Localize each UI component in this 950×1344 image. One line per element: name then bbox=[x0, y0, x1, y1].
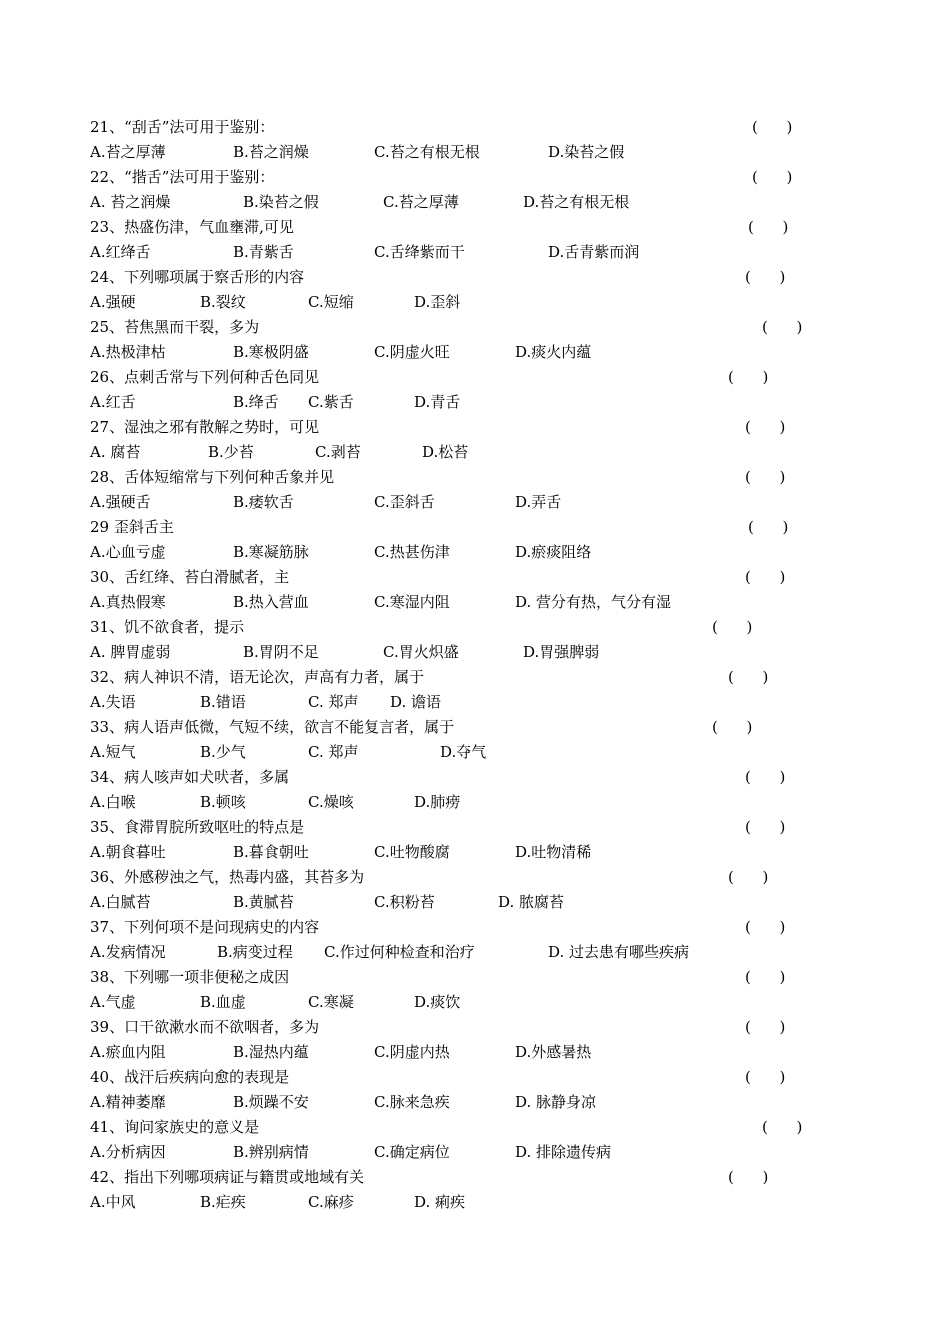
answer-bracket[interactable]: ( ) bbox=[712, 718, 753, 736]
option-a[interactable]: A.苔之厚薄 bbox=[90, 143, 166, 161]
option-d[interactable]: D.吐物清稀 bbox=[515, 843, 592, 861]
answer-bracket[interactable]: ( ) bbox=[745, 918, 786, 936]
option-d[interactable]: D. 脉静身凉 bbox=[515, 1093, 597, 1111]
question-stem: 34、病人咳声如犬吠者，多属 bbox=[90, 768, 290, 786]
option-b[interactable]: B.辨别病情 bbox=[233, 1143, 309, 1161]
answer-bracket[interactable]: ( ) bbox=[752, 168, 793, 186]
option-c[interactable]: C.阴虚内热 bbox=[374, 1043, 450, 1061]
answer-bracket[interactable]: ( ) bbox=[762, 318, 803, 336]
options-row bbox=[90, 1090, 890, 1115]
option-d[interactable]: D.瘀痰阻络 bbox=[515, 543, 592, 561]
question-item bbox=[0, 665, 950, 715]
answer-bracket[interactable]: ( ) bbox=[745, 1018, 786, 1036]
question-item bbox=[0, 415, 950, 465]
option-b[interactable]: B.血虚 bbox=[200, 993, 246, 1011]
question-item bbox=[0, 815, 950, 865]
question-item bbox=[0, 565, 950, 615]
answer-bracket[interactable]: ( ) bbox=[762, 1118, 803, 1136]
option-a[interactable]: A. 脾胃虚弱 bbox=[90, 643, 171, 661]
option-d[interactable]: D. 排除遗传病 bbox=[515, 1143, 612, 1161]
question-stem: 27、湿浊之邪有散解之势时，可见 bbox=[90, 418, 320, 436]
question-stem: 21、“刮舌”法可用于鉴别： bbox=[90, 118, 275, 136]
question-stem: 36、外感秽浊之气，热毒内盛，其苔多为 bbox=[90, 868, 365, 886]
answer-bracket[interactable]: ( ) bbox=[752, 118, 793, 136]
options-row bbox=[90, 290, 890, 315]
answer-bracket[interactable]: ( ) bbox=[745, 818, 786, 836]
question-stem: 32、病人神识不清，语无论次，声高有力者，属于 bbox=[90, 668, 425, 686]
option-d[interactable]: D. 脓腐苔 bbox=[498, 893, 565, 911]
option-c[interactable]: C.脉来急疾 bbox=[374, 1093, 450, 1111]
option-b[interactable]: B.少苔 bbox=[208, 443, 254, 461]
option-a[interactable]: A.红舌 bbox=[90, 393, 136, 411]
option-b[interactable]: B.黄腻苔 bbox=[233, 893, 294, 911]
options-row bbox=[90, 390, 890, 415]
question-item bbox=[0, 365, 950, 415]
question-item bbox=[0, 165, 950, 215]
option-d[interactable]: D.弄舌 bbox=[515, 493, 562, 511]
option-d[interactable]: D.青舌 bbox=[414, 393, 461, 411]
question-item bbox=[0, 1115, 950, 1165]
option-b[interactable]: B.胃阴不足 bbox=[243, 643, 319, 661]
option-a[interactable]: A.失语 bbox=[90, 693, 136, 711]
option-c[interactable]: C.寒凝 bbox=[308, 993, 354, 1011]
option-a[interactable]: A.红绛舌 bbox=[90, 243, 151, 261]
option-b[interactable]: B.湿热内蕴 bbox=[233, 1043, 309, 1061]
option-b[interactable]: B.烦躁不安 bbox=[233, 1093, 309, 1111]
question-stem: 35、食滞胃脘所致呕吐的特点是 bbox=[90, 818, 305, 836]
question-stem: 38、下列哪一项非便秘之成因 bbox=[90, 968, 290, 986]
option-d[interactable]: D.舌青紫而润 bbox=[548, 243, 640, 261]
options-row bbox=[90, 140, 890, 165]
question-stem: 29 歪斜舌主 bbox=[90, 518, 174, 536]
option-a[interactable]: A. 苔之润燥 bbox=[90, 193, 171, 211]
option-a[interactable]: A.热极津枯 bbox=[90, 343, 166, 361]
options-row bbox=[90, 590, 890, 615]
option-a[interactable]: A.强硬舌 bbox=[90, 493, 151, 511]
question-stem: 42、指出下列哪项病证与籍贯或地域有关 bbox=[90, 1168, 365, 1186]
option-d[interactable]: D.苔之有根无根 bbox=[523, 193, 630, 211]
option-d[interactable]: D.外感暑热 bbox=[515, 1043, 592, 1061]
option-a[interactable]: A.气虚 bbox=[90, 993, 136, 1011]
option-a[interactable]: A.强硬 bbox=[90, 293, 136, 311]
question-stem: 26、点刺舌常与下列何种舌色同见 bbox=[90, 368, 320, 386]
option-b[interactable]: B.痿软舌 bbox=[233, 493, 294, 511]
option-a[interactable]: A.朝食暮吐 bbox=[90, 843, 166, 861]
question-stem: 33、病人语声低微，气短不续，欲言不能复言者，属于 bbox=[90, 718, 455, 736]
option-b[interactable]: B.病变过程 bbox=[217, 943, 293, 961]
option-b[interactable]: B.顿咳 bbox=[200, 793, 246, 811]
options-row bbox=[90, 740, 890, 765]
option-c[interactable]: C.苔之厚薄 bbox=[383, 193, 459, 211]
option-c[interactable]: C.胃火炽盛 bbox=[383, 643, 459, 661]
question-item bbox=[0, 965, 950, 1015]
option-b[interactable]: B.热入营血 bbox=[233, 593, 309, 611]
question-stem: 25、苔焦黑而干裂，多为 bbox=[90, 318, 260, 336]
question-stem: 22、“揩舌”法可用于鉴别： bbox=[90, 168, 275, 186]
answer-bracket[interactable]: ( ) bbox=[745, 468, 786, 486]
option-c[interactable]: C.积粉苔 bbox=[374, 893, 435, 911]
option-c[interactable]: C.剥苔 bbox=[315, 443, 361, 461]
option-d[interactable]: D.肺痨 bbox=[414, 793, 461, 811]
options-row bbox=[90, 1040, 890, 1065]
option-b[interactable]: B.疟疾 bbox=[200, 1193, 246, 1211]
option-a[interactable]: A.分析病因 bbox=[90, 1143, 166, 1161]
options-row bbox=[90, 540, 890, 565]
option-b[interactable]: B.少气 bbox=[200, 743, 246, 761]
option-a[interactable]: A.精神萎靡 bbox=[90, 1093, 166, 1111]
question-stem: 40、战汗后疾病向愈的表现是 bbox=[90, 1068, 290, 1086]
option-b[interactable]: B.暮食朝吐 bbox=[233, 843, 309, 861]
option-c[interactable]: C.确定病位 bbox=[374, 1143, 450, 1161]
option-d[interactable]: D. 过去患有哪些疾病 bbox=[548, 943, 690, 961]
question-sheet bbox=[0, 115, 950, 1215]
question-stem: 30、舌红绛、苔白滑腻者，主 bbox=[90, 568, 290, 586]
question-item bbox=[0, 1065, 950, 1115]
question-item bbox=[0, 465, 950, 515]
option-a[interactable]: A. 腐苔 bbox=[90, 443, 141, 461]
option-d[interactable]: D. 营分有热，气分有湿 bbox=[515, 593, 672, 611]
option-b[interactable]: B.苔之润燥 bbox=[233, 143, 309, 161]
answer-bracket[interactable]: ( ) bbox=[745, 568, 786, 586]
answer-bracket[interactable]: ( ) bbox=[748, 218, 789, 236]
option-c[interactable]: C.阴虚火旺 bbox=[374, 343, 450, 361]
option-b[interactable]: B.寒极阴盛 bbox=[233, 343, 309, 361]
option-c[interactable]: C.短缩 bbox=[308, 293, 354, 311]
option-c[interactable]: C.热甚伤津 bbox=[374, 543, 450, 561]
option-d[interactable]: D.痰火内蕴 bbox=[515, 343, 592, 361]
options-row bbox=[90, 440, 890, 465]
answer-bracket[interactable]: ( ) bbox=[745, 418, 786, 436]
option-c[interactable]: C.作过何种检查和治疗 bbox=[324, 943, 475, 961]
question-item bbox=[0, 915, 950, 965]
option-c[interactable]: C.舌绛紫而干 bbox=[374, 243, 465, 261]
option-a[interactable]: A.短气 bbox=[90, 743, 136, 761]
option-b[interactable]: B.错语 bbox=[200, 693, 246, 711]
answer-bracket[interactable]: ( ) bbox=[712, 618, 753, 636]
option-c[interactable]: C.燥咳 bbox=[308, 793, 354, 811]
question-item bbox=[0, 1165, 950, 1215]
options-row bbox=[90, 840, 890, 865]
question-item bbox=[0, 765, 950, 815]
options-row bbox=[90, 1140, 890, 1165]
question-item bbox=[0, 115, 950, 165]
question-item bbox=[0, 715, 950, 765]
question-stem: 37、下列何项不是问现病史的内容 bbox=[90, 918, 320, 936]
question-item bbox=[0, 615, 950, 665]
option-c[interactable]: C.歪斜舌 bbox=[374, 493, 435, 511]
option-c[interactable]: C.紫舌 bbox=[308, 393, 354, 411]
option-d[interactable]: D.染苔之假 bbox=[548, 143, 625, 161]
option-d[interactable]: D.痰饮 bbox=[414, 993, 461, 1011]
option-c[interactable]: C.寒湿内阻 bbox=[374, 593, 450, 611]
option-d[interactable]: D.松苔 bbox=[422, 443, 469, 461]
answer-bracket[interactable]: ( ) bbox=[745, 268, 786, 286]
question-item bbox=[0, 1015, 950, 1065]
options-row bbox=[90, 240, 890, 265]
question-stem: 28、舌体短缩常与下列何种舌象并见 bbox=[90, 468, 335, 486]
options-row bbox=[90, 790, 890, 815]
option-a[interactable]: A.白喉 bbox=[90, 793, 136, 811]
question-stem: 41、询问家族史的意义是 bbox=[90, 1118, 260, 1136]
option-a[interactable]: A.白腻苔 bbox=[90, 893, 151, 911]
option-d[interactable]: D. 痢疾 bbox=[414, 1193, 466, 1211]
answer-bracket[interactable]: ( ) bbox=[728, 1168, 769, 1186]
option-b[interactable]: B.裂纹 bbox=[200, 293, 246, 311]
option-d[interactable]: D. 谵语 bbox=[390, 693, 442, 711]
answer-bracket[interactable]: ( ) bbox=[745, 968, 786, 986]
options-row bbox=[90, 640, 890, 665]
question-stem: 24、下列哪项属于察舌形的内容 bbox=[90, 268, 305, 286]
question-stem: 39、口干欲漱水而不欲咽者，多为 bbox=[90, 1018, 320, 1036]
option-a[interactable]: A.瘀血内阻 bbox=[90, 1043, 166, 1061]
answer-bracket[interactable]: ( ) bbox=[745, 768, 786, 786]
option-c[interactable]: C.苔之有根无根 bbox=[374, 143, 480, 161]
option-b[interactable]: B.青紫舌 bbox=[233, 243, 294, 261]
option-c[interactable]: C.吐物酸腐 bbox=[374, 843, 450, 861]
option-d[interactable]: D.歪斜 bbox=[414, 293, 461, 311]
answer-bracket[interactable]: ( ) bbox=[745, 1068, 786, 1086]
answer-bracket[interactable]: ( ) bbox=[728, 868, 769, 886]
options-row bbox=[90, 690, 890, 715]
question-stem: 23、热盛伤津，气血壅滞,可见 bbox=[90, 218, 294, 236]
options-row bbox=[90, 490, 890, 515]
option-c[interactable]: C. 郑声 bbox=[308, 693, 359, 711]
option-c[interactable]: C.麻疹 bbox=[308, 1193, 354, 1211]
option-b[interactable]: B.染苔之假 bbox=[243, 193, 319, 211]
options-row bbox=[90, 190, 890, 215]
option-a[interactable]: A.发病情况 bbox=[90, 943, 166, 961]
options-row bbox=[90, 1190, 890, 1215]
option-a[interactable]: A.中风 bbox=[90, 1193, 136, 1211]
answer-bracket[interactable]: ( ) bbox=[728, 368, 769, 386]
question-item bbox=[0, 315, 950, 365]
answer-bracket[interactable]: ( ) bbox=[748, 518, 789, 536]
answer-bracket[interactable]: ( ) bbox=[728, 668, 769, 686]
options-row bbox=[90, 940, 890, 965]
options-row bbox=[90, 890, 890, 915]
options-row bbox=[90, 990, 890, 1015]
option-a[interactable]: A.心血亏虚 bbox=[90, 543, 166, 561]
question-item bbox=[0, 265, 950, 315]
question-stem: 31、饥不欲食者，提示 bbox=[90, 618, 245, 636]
option-a[interactable]: A.真热假寒 bbox=[90, 593, 166, 611]
question-item bbox=[0, 215, 950, 265]
option-b[interactable]: B.绛舌 bbox=[233, 393, 279, 411]
option-b[interactable]: B.寒凝筋脉 bbox=[233, 543, 309, 561]
question-item bbox=[0, 515, 950, 565]
option-d[interactable]: D.夺气 bbox=[440, 743, 487, 761]
option-c[interactable]: C. 郑声 bbox=[308, 743, 359, 761]
question-item bbox=[0, 865, 950, 915]
options-row bbox=[90, 340, 890, 365]
option-d[interactable]: D.胃强脾弱 bbox=[523, 643, 600, 661]
